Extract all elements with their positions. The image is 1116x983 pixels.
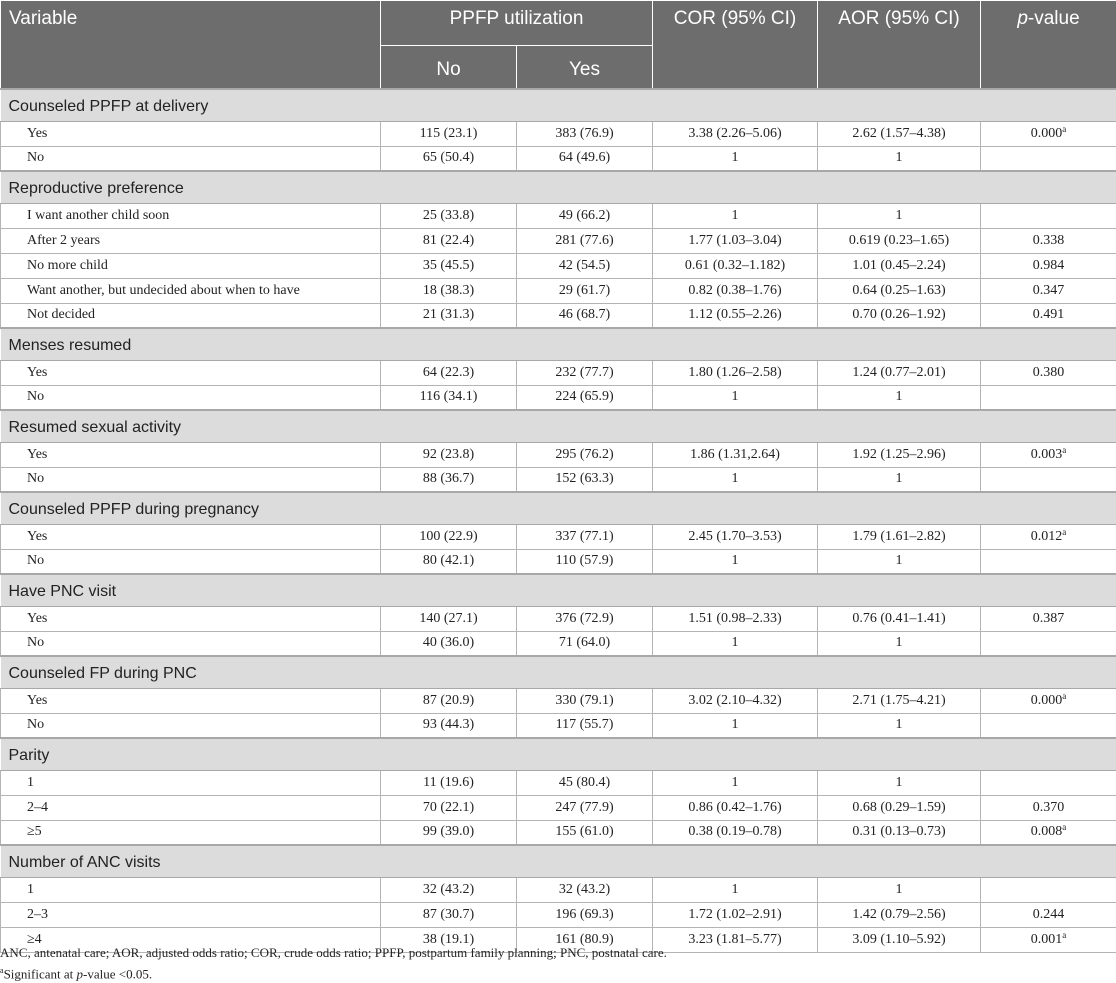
cell-p-value	[981, 253, 1116, 278]
row-label: No more child	[1, 253, 381, 278]
significance-marker: a	[1062, 445, 1066, 455]
section-title: Counseled PPFP at delivery	[1, 89, 1116, 121]
cell-no: 100 (22.9)	[381, 524, 517, 549]
section-row	[1, 656, 1116, 688]
table-row	[1, 203, 1116, 228]
p-value-text: 0.000	[1031, 693, 1063, 708]
row-label: After 2 years	[1, 228, 381, 253]
table-row	[1, 606, 1116, 631]
cell-yes: 46 (68.7)	[517, 303, 653, 328]
row-label: 1	[1, 770, 381, 795]
cell-p-value	[981, 688, 1116, 713]
cell-no: 80 (42.1)	[381, 549, 517, 574]
row-label: Yes	[1, 524, 381, 549]
p-value-text: 0.000	[1031, 126, 1063, 141]
significance-marker: a	[1062, 691, 1066, 701]
cell-cor: 1	[653, 549, 818, 574]
p-value-text: 0.370	[1033, 800, 1065, 815]
cell-yes: 49 (66.2)	[517, 203, 653, 228]
section-row	[1, 328, 1116, 360]
row-label: ≥4	[1, 927, 381, 952]
table-row	[1, 228, 1116, 253]
cell-cor: 1	[653, 877, 818, 902]
cell-cor: 3.23 (1.81–5.77)	[653, 927, 818, 952]
significance-marker: a	[1062, 527, 1066, 537]
cell-aor: 1	[818, 770, 981, 795]
table-row	[1, 278, 1116, 303]
section-title: Number of ANC visits	[1, 845, 1116, 877]
header-p-italic: p	[1017, 8, 1028, 29]
cell-yes: 383 (76.9)	[517, 121, 653, 146]
cell-aor: 1.79 (1.61–2.82)	[818, 524, 981, 549]
cell-cor: 1.80 (1.26–2.58)	[653, 360, 818, 385]
cell-p-value	[981, 385, 1116, 410]
header-p-value	[981, 1, 1116, 90]
cell-p-value	[981, 795, 1116, 820]
cell-no: 18 (38.3)	[381, 278, 517, 303]
cell-cor: 1	[653, 385, 818, 410]
significance-marker: a	[1062, 124, 1066, 134]
row-label: 2–3	[1, 902, 381, 927]
cell-yes: 247 (77.9)	[517, 795, 653, 820]
cell-no: 99 (39.0)	[381, 820, 517, 845]
table-row	[1, 360, 1116, 385]
cell-p-value	[981, 360, 1116, 385]
cell-aor: 3.09 (1.10–5.92)	[818, 927, 981, 952]
table-body	[1, 89, 1116, 952]
table-row	[1, 688, 1116, 713]
section-row	[1, 574, 1116, 606]
cell-yes: 196 (69.3)	[517, 902, 653, 927]
section-row	[1, 738, 1116, 770]
footnote-marker: a	[0, 966, 4, 975]
cell-no: 25 (33.8)	[381, 203, 517, 228]
cell-yes: 295 (76.2)	[517, 442, 653, 467]
row-label: No	[1, 713, 381, 738]
cell-yes: 71 (64.0)	[517, 631, 653, 656]
cell-p-value	[981, 146, 1116, 171]
row-label: Want another, but undecided about when to have	[1, 278, 381, 303]
p-value-text: 0.491	[1033, 307, 1065, 322]
table-row	[1, 385, 1116, 410]
cell-cor: 1	[653, 770, 818, 795]
cell-aor: 1	[818, 713, 981, 738]
cell-aor: 1	[818, 631, 981, 656]
cell-p-value	[981, 228, 1116, 253]
row-label: Yes	[1, 606, 381, 631]
cell-yes: 64 (49.6)	[517, 146, 653, 171]
header-p-suffix: -value	[1028, 8, 1080, 29]
footnote-sig-after: -value <0.05.	[83, 966, 152, 981]
cell-aor: 2.62 (1.57–4.38)	[818, 121, 981, 146]
header-variable: Variable	[1, 1, 381, 90]
section-title: Parity	[1, 738, 1116, 770]
row-label: No	[1, 146, 381, 171]
cell-cor: 1	[653, 203, 818, 228]
table-row	[1, 467, 1116, 492]
cell-yes: 117 (55.7)	[517, 713, 653, 738]
cell-p-value	[981, 278, 1116, 303]
cell-no: 38 (19.1)	[381, 927, 517, 952]
table-row	[1, 303, 1116, 328]
cell-no: 40 (36.0)	[381, 631, 517, 656]
cell-yes: 281 (77.6)	[517, 228, 653, 253]
cell-p-value	[981, 877, 1116, 902]
table-header	[1, 1, 1116, 90]
row-label: 1	[1, 877, 381, 902]
significance-marker: a	[1062, 930, 1066, 940]
section-row	[1, 171, 1116, 203]
cell-cor: 1.51 (0.98–2.33)	[653, 606, 818, 631]
cell-aor: 1.24 (0.77–2.01)	[818, 360, 981, 385]
cell-aor: 0.619 (0.23–1.65)	[818, 228, 981, 253]
cell-aor: 0.68 (0.29–1.59)	[818, 795, 981, 820]
cell-p-value	[981, 549, 1116, 574]
cell-aor: 0.64 (0.25–1.63)	[818, 278, 981, 303]
table-row	[1, 442, 1116, 467]
cell-p-value	[981, 927, 1116, 952]
cell-no: 11 (19.6)	[381, 770, 517, 795]
cell-p-value	[981, 713, 1116, 738]
row-label: No	[1, 549, 381, 574]
cell-no: 32 (43.2)	[381, 877, 517, 902]
cell-cor: 3.02 (2.10–4.32)	[653, 688, 818, 713]
header-yes: Yes	[517, 46, 653, 90]
p-value-text: 0.380	[1033, 365, 1065, 380]
header-cor: COR (95% CI)	[653, 1, 818, 90]
table-row	[1, 877, 1116, 902]
cell-aor: 0.76 (0.41–1.41)	[818, 606, 981, 631]
header-aor: AOR (95% CI)	[818, 1, 981, 90]
cell-yes: 32 (43.2)	[517, 877, 653, 902]
cell-no: 140 (27.1)	[381, 606, 517, 631]
cell-no: 92 (23.8)	[381, 442, 517, 467]
cell-cor: 1	[653, 713, 818, 738]
table-row	[1, 795, 1116, 820]
cell-yes: 376 (72.9)	[517, 606, 653, 631]
cell-yes: 161 (80.9)	[517, 927, 653, 952]
section-title: Counseled PPFP during pregnancy	[1, 492, 1116, 524]
cell-aor: 2.71 (1.75–4.21)	[818, 688, 981, 713]
cell-cor: 0.61 (0.32–1.182)	[653, 253, 818, 278]
cell-aor: 1.92 (1.25–2.96)	[818, 442, 981, 467]
cell-aor: 1	[818, 203, 981, 228]
row-label: No	[1, 631, 381, 656]
table-row	[1, 902, 1116, 927]
cell-aor: 1	[818, 467, 981, 492]
section-title: Resumed sexual activity	[1, 410, 1116, 442]
table-row	[1, 524, 1116, 549]
cell-cor: 1	[653, 146, 818, 171]
table-row	[1, 146, 1116, 171]
footnote-sig-before: Significant at	[4, 966, 77, 981]
cell-cor: 0.38 (0.19–0.78)	[653, 820, 818, 845]
cell-aor: 0.31 (0.13–0.73)	[818, 820, 981, 845]
cell-aor: 1.42 (0.79–2.56)	[818, 902, 981, 927]
cell-aor: 1	[818, 549, 981, 574]
table-row	[1, 631, 1116, 656]
row-label: 2–4	[1, 795, 381, 820]
section-row	[1, 89, 1116, 121]
cell-no: 115 (23.1)	[381, 121, 517, 146]
section-row	[1, 410, 1116, 442]
cell-cor: 1	[653, 631, 818, 656]
cell-aor: 1	[818, 146, 981, 171]
cell-yes: 155 (61.0)	[517, 820, 653, 845]
p-value-text: 0.012	[1031, 529, 1063, 544]
cell-aor: 0.70 (0.26–1.92)	[818, 303, 981, 328]
cell-p-value	[981, 303, 1116, 328]
row-label: Yes	[1, 688, 381, 713]
cell-cor: 1.77 (1.03–3.04)	[653, 228, 818, 253]
cell-p-value	[981, 467, 1116, 492]
cell-no: 70 (22.1)	[381, 795, 517, 820]
cell-no: 87 (30.7)	[381, 902, 517, 927]
cell-cor: 2.45 (1.70–3.53)	[653, 524, 818, 549]
row-label: No	[1, 467, 381, 492]
section-title: Have PNC visit	[1, 574, 1116, 606]
cell-yes: 29 (61.7)	[517, 278, 653, 303]
header-no: No	[381, 46, 517, 90]
cell-p-value	[981, 121, 1116, 146]
cell-yes: 152 (63.3)	[517, 467, 653, 492]
p-value-text: 0.244	[1033, 907, 1065, 922]
p-value-text: 0.347	[1033, 283, 1065, 298]
cell-cor: 0.86 (0.42–1.76)	[653, 795, 818, 820]
p-value-text: 0.003	[1031, 447, 1063, 462]
cell-yes: 337 (77.1)	[517, 524, 653, 549]
cell-p-value	[981, 606, 1116, 631]
cell-no: 116 (34.1)	[381, 385, 517, 410]
table-row	[1, 770, 1116, 795]
row-label: Not decided	[1, 303, 381, 328]
cell-p-value	[981, 442, 1116, 467]
cell-no: 81 (22.4)	[381, 228, 517, 253]
cell-cor: 1.12 (0.55–2.26)	[653, 303, 818, 328]
cell-yes: 42 (54.5)	[517, 253, 653, 278]
footnote-abbreviations: ANC, antenatal care; AOR, adjusted odds ratio; COR, crude odds ratio; PPFP, postpartum family planning; PNC, postnatal care.	[0, 944, 667, 962]
cell-p-value	[981, 820, 1116, 845]
cell-yes: 330 (79.1)	[517, 688, 653, 713]
cell-no: 88 (36.7)	[381, 467, 517, 492]
cell-yes: 224 (65.9)	[517, 385, 653, 410]
p-value-text: 0.008	[1031, 824, 1063, 839]
cell-yes: 110 (57.9)	[517, 549, 653, 574]
section-title: Menses resumed	[1, 328, 1116, 360]
cell-yes: 232 (77.7)	[517, 360, 653, 385]
table-footnote	[0, 944, 667, 983]
cell-aor: 1	[818, 877, 981, 902]
cell-p-value	[981, 524, 1116, 549]
footnote-significance	[0, 962, 667, 983]
p-value-text: 0.001	[1031, 932, 1063, 947]
row-label: No	[1, 385, 381, 410]
row-label: ≥5	[1, 820, 381, 845]
p-value-text: 0.338	[1033, 233, 1065, 248]
cell-p-value	[981, 770, 1116, 795]
p-value-text: 0.984	[1033, 258, 1065, 273]
cell-cor: 1	[653, 467, 818, 492]
significance-marker: a	[1062, 822, 1066, 832]
table-row	[1, 549, 1116, 574]
section-row	[1, 492, 1116, 524]
cell-no: 64 (22.3)	[381, 360, 517, 385]
p-value-text: 0.387	[1033, 611, 1065, 626]
cell-p-value	[981, 902, 1116, 927]
row-label: Yes	[1, 121, 381, 146]
cell-aor: 1	[818, 385, 981, 410]
row-label: Yes	[1, 360, 381, 385]
table-row	[1, 253, 1116, 278]
cell-cor: 1.86 (1.31,2.64)	[653, 442, 818, 467]
cell-cor: 0.82 (0.38–1.76)	[653, 278, 818, 303]
row-label: I want another child soon	[1, 203, 381, 228]
cell-cor: 3.38 (2.26–5.06)	[653, 121, 818, 146]
table-row	[1, 121, 1116, 146]
section-title: Counseled FP during PNC	[1, 656, 1116, 688]
cell-aor: 1.01 (0.45–2.24)	[818, 253, 981, 278]
footnote-sig-p: p	[77, 966, 84, 981]
cell-no: 93 (44.3)	[381, 713, 517, 738]
cell-cor: 1.72 (1.02–2.91)	[653, 902, 818, 927]
cell-yes: 45 (80.4)	[517, 770, 653, 795]
cell-p-value	[981, 631, 1116, 656]
cell-no: 65 (50.4)	[381, 146, 517, 171]
row-label: Yes	[1, 442, 381, 467]
cell-no: 35 (45.5)	[381, 253, 517, 278]
section-title: Reproductive preference	[1, 171, 1116, 203]
header-ppfp-utilization: PPFP utilization	[381, 1, 653, 46]
cell-no: 87 (20.9)	[381, 688, 517, 713]
table-row	[1, 713, 1116, 738]
section-row	[1, 845, 1116, 877]
cell-no: 21 (31.3)	[381, 303, 517, 328]
cell-p-value	[981, 203, 1116, 228]
table-row	[1, 820, 1116, 845]
